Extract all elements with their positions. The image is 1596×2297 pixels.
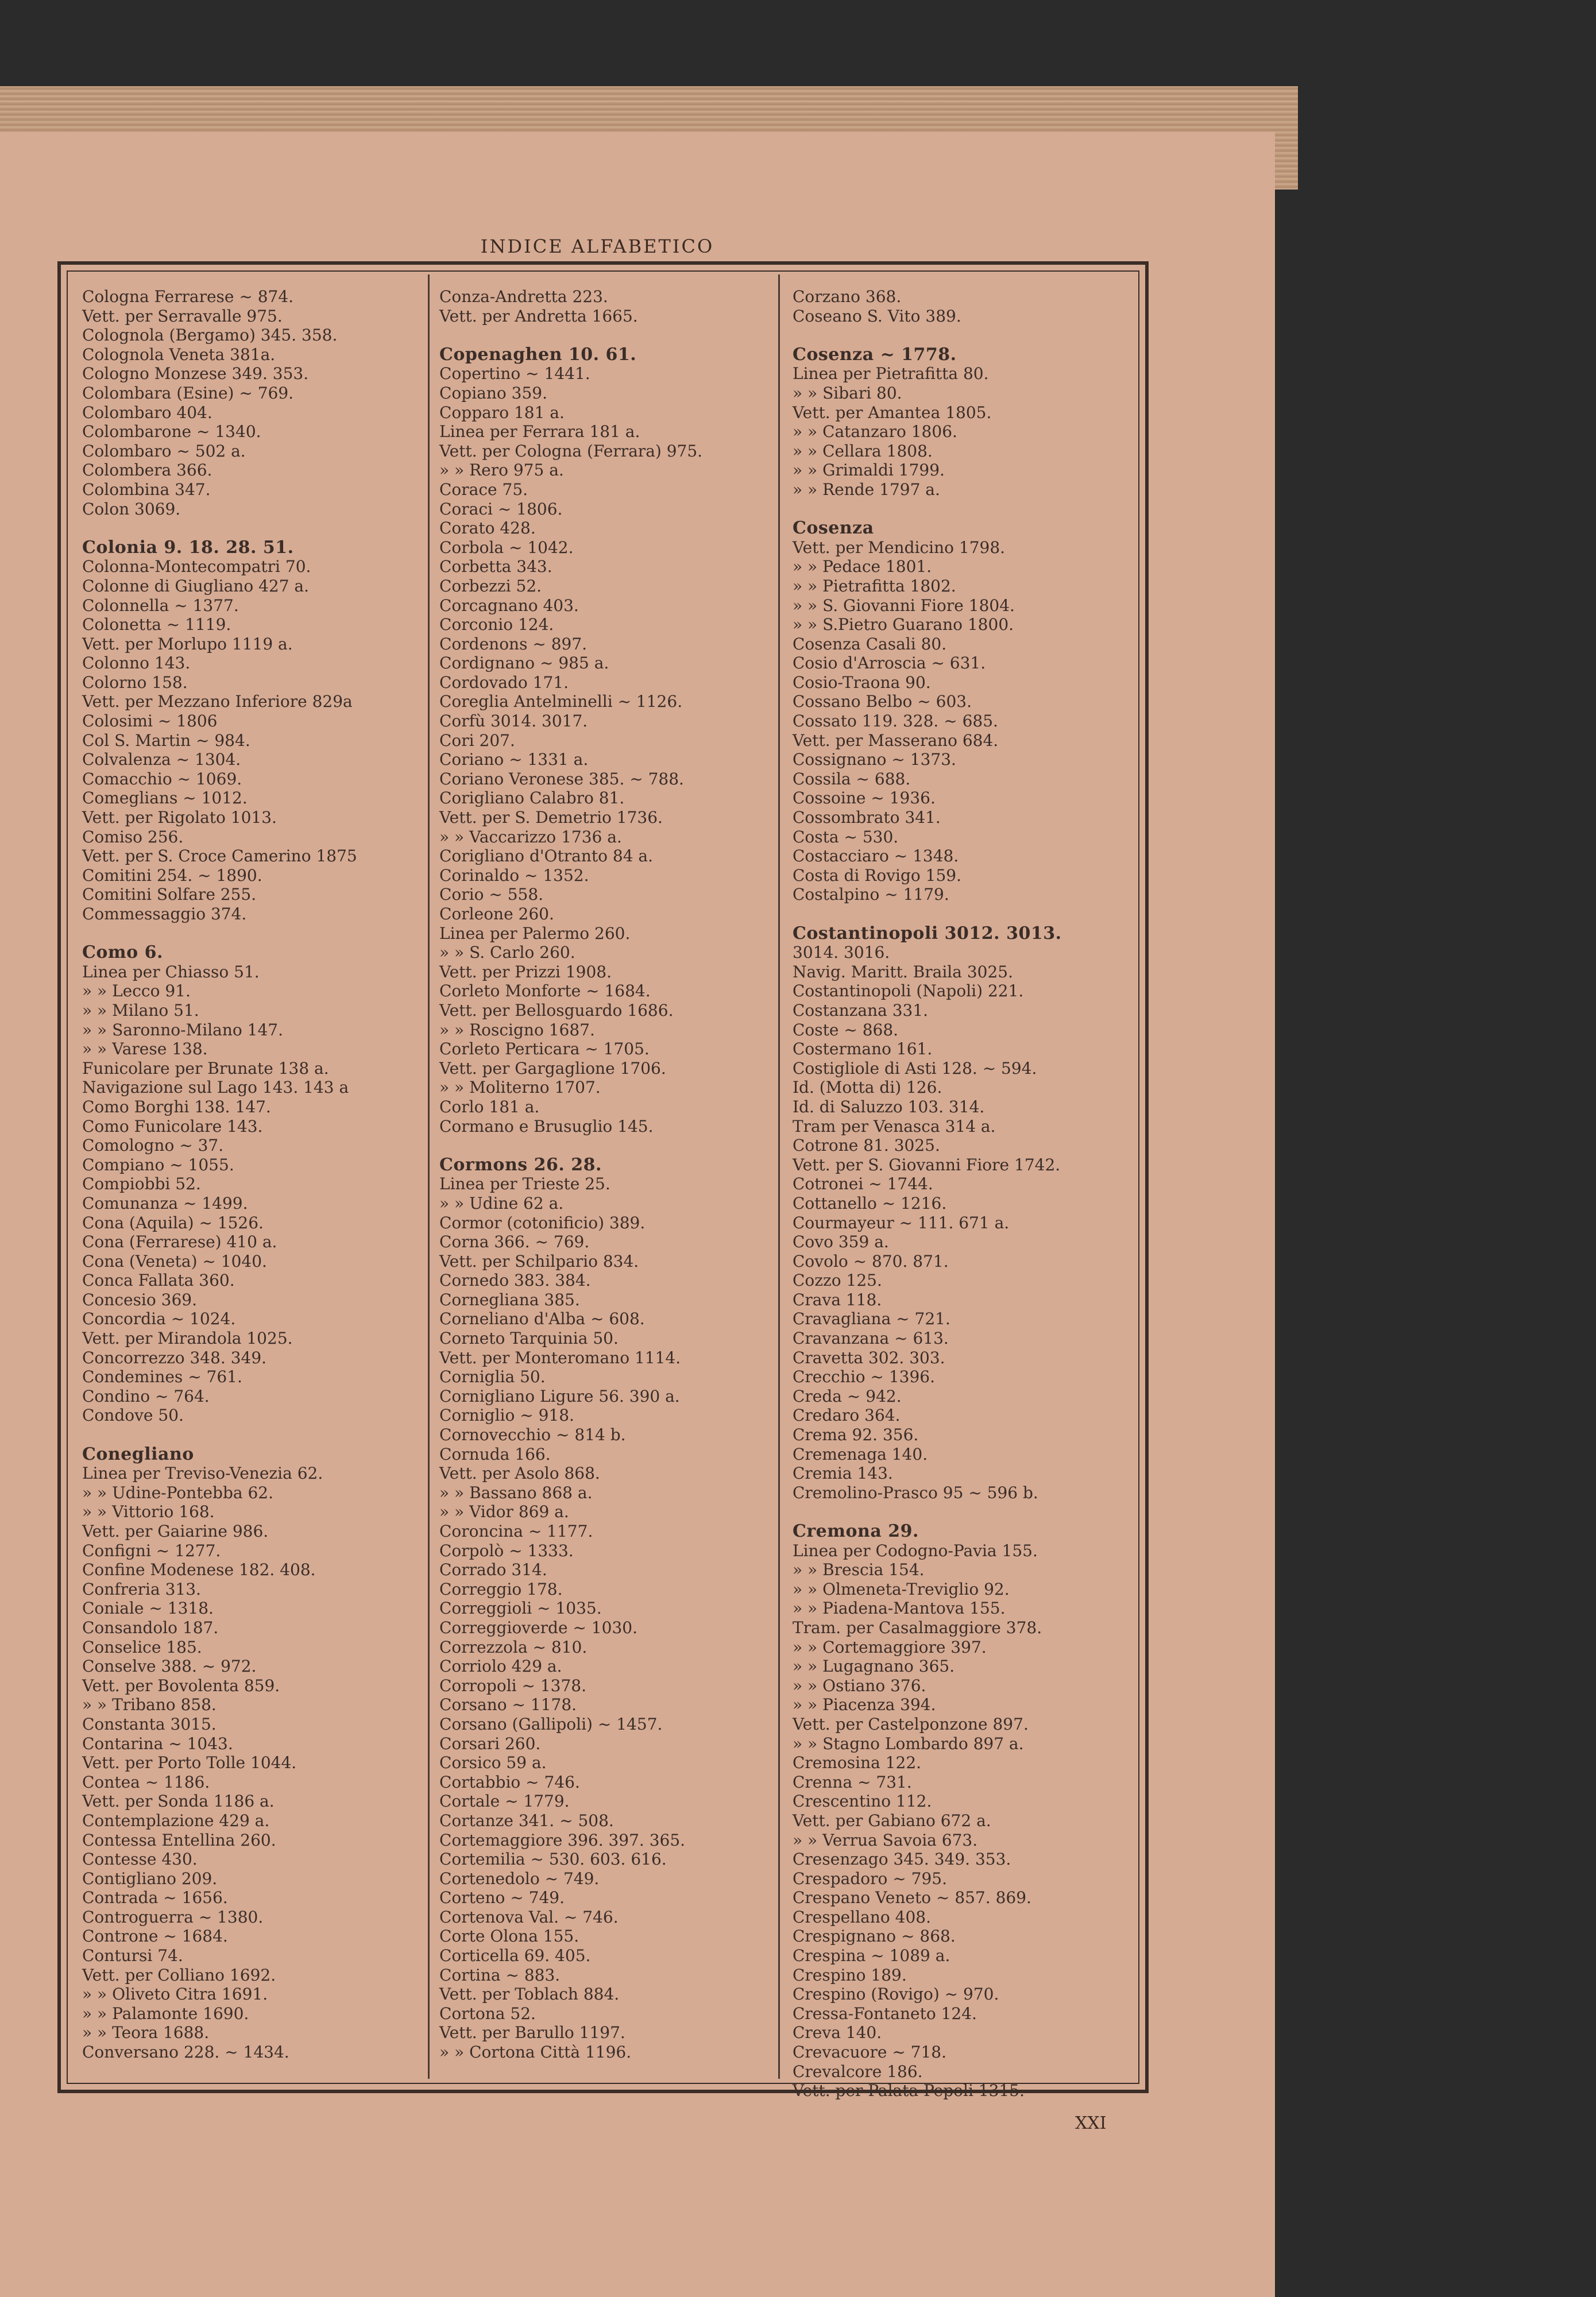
index-entry: » » Piacenza 394. [793, 1695, 936, 1715]
index-entry: Costalpino ~ 1179. [793, 885, 949, 904]
index-entry: Contea ~ 1186. [82, 1772, 210, 1792]
index-entry: Colosimi ~ 1806 [82, 711, 218, 731]
index-entry: Cravanzana ~ 613. [793, 1329, 949, 1348]
index-entry: Cordenons ~ 897. [439, 634, 588, 653]
index-entry: Vett. per Colliano 1692. [82, 1965, 276, 1985]
index-entry: Corigliano d'Otranto 84 a. [439, 846, 654, 866]
index-entry: Crenna ~ 731. [793, 1772, 912, 1792]
index-entry: » » Olmeneta-Treviglio 92. [793, 1579, 1010, 1599]
index-entry: Contemplazione 429 a. [82, 1811, 270, 1830]
index-entry: Correzzola ~ 810. [439, 1637, 588, 1657]
index-entry: Correggioverde ~ 1030. [439, 1618, 637, 1637]
index-entry: Cossoine ~ 1936. [793, 788, 936, 808]
index-entry: Vett. per Bovolenta 859. [82, 1676, 280, 1695]
index-entry: Vett. per Morlupo 1119 a. [82, 634, 293, 653]
index-entry: Coriano ~ 1331 a. [439, 750, 589, 769]
index-entry: Crescentino 112. [793, 1792, 932, 1811]
index-entry: Colonne di Giugliano 427 a. [82, 576, 310, 595]
index-entry: Cornegliana 385. [439, 1290, 580, 1309]
index-entry: Crava 118. [793, 1290, 882, 1309]
index-entry: Comitini 254. ~ 1890. [82, 865, 262, 885]
index-entry: Corfù 3014. 3017. [439, 711, 588, 731]
index-entry: Tram per Venasca 314 a. [793, 1116, 996, 1136]
index-entry: » » Stagno Lombardo 897 a. [793, 1734, 1024, 1753]
index-entry: Cravetta 302. 303. [793, 1348, 945, 1367]
index-entry: Conza-Andretta 223. [439, 287, 608, 306]
index-entry: Cossato 119. 328. ~ 685. [793, 711, 998, 731]
index-entry: Correggioli ~ 1035. [439, 1599, 602, 1618]
index-entry: Colombaro ~ 502 a. [82, 441, 246, 461]
index-heading: Cosenza ~ 1778. [793, 344, 957, 365]
index-column-3 [793, 287, 1129, 2101]
index-entry: » » Cortemaggiore 397. [793, 1637, 987, 1657]
index-entry: Contrada ~ 1656. [82, 1888, 228, 1908]
index-entry: Cosenza Casali 80. [793, 634, 947, 653]
index-heading: Cormons 26. 28. [439, 1154, 602, 1175]
index-heading: Colonia 9. 18. 28. 51. [82, 537, 294, 558]
index-entry: Costermano 161. [793, 1039, 933, 1059]
index-entry: Consandolo 187. [82, 1618, 219, 1637]
index-entry: Cossombrato 341. [793, 808, 941, 827]
index-entry: Vett. per Prizzi 1908. [439, 962, 612, 981]
index-entry: Cossila ~ 688. [793, 769, 911, 788]
index-entry: Colorno 158. [82, 672, 188, 692]
index-entry: Costigliole di Asti 128. ~ 594. [793, 1058, 1037, 1078]
index-entry: Courmayeur ~ 111. 671 a. [793, 1213, 1010, 1232]
index-entry: Corna 366. ~ 769. [439, 1232, 590, 1252]
index-entry: Cotrone 81. 3025. [793, 1136, 940, 1155]
index-entry: Tram. per Casalmaggiore 378. [793, 1618, 1042, 1637]
index-entry: Condove 50. [82, 1406, 184, 1425]
index-entry: Conselve 388. ~ 972. [82, 1657, 257, 1676]
index-entry: Colon 3069. [82, 499, 181, 519]
index-entry: Navigazione sul Lago 143. 143 a [82, 1078, 349, 1097]
index-entry: Cornuda 166. [439, 1444, 551, 1464]
index-entry: Cresenzago 345. 349. 353. [793, 1850, 1011, 1869]
index-entry: Corticella 69. 405. [439, 1946, 591, 1966]
index-entry: Vett. per Castelponzone 897. [793, 1714, 1029, 1734]
index-entry: Linea per Ferrara 181 a. [439, 422, 640, 442]
running-head: INDICE ALFABETICO [480, 235, 714, 257]
index-entry: Corpolò ~ 1333. [439, 1541, 574, 1560]
index-entry: Cosio-Traona 90. [793, 672, 931, 692]
index-entry: Corzano 368. [793, 287, 902, 306]
index-entry: Colognola (Bergamo) 345. 358. [82, 326, 338, 345]
index-entry: Cremosina 122. [793, 1753, 922, 1773]
index-entry: Concorrezzo 348. 349. [82, 1348, 267, 1367]
index-entry: Colvalenza ~ 1304. [82, 750, 241, 769]
index-entry: Como Funicolare 143. [82, 1116, 263, 1136]
index-entry: Linea per Pietrafitta 80. [793, 364, 989, 384]
index-entry: Vett. per Andretta 1665. [439, 306, 638, 326]
index-entry: Confine Modenese 182. 408. [82, 1560, 316, 1580]
index-entry: Cortemaggiore 396. 397. 365. [439, 1830, 686, 1850]
index-entry: Cossano Belbo ~ 603. [793, 692, 972, 711]
index-entry: Cordignano ~ 985 a. [439, 653, 609, 673]
index-entry: Navig. Maritt. Braila 3025. [793, 962, 1014, 981]
index-entry: Colonnella ~ 1377. [82, 595, 239, 615]
index-entry: Coriano Veronese 385. ~ 788. [439, 769, 684, 788]
index-entry: Vett. per Gabiano 672 a. [793, 1811, 991, 1830]
index-entry: Vett. per S. Demetrio 1736. [439, 808, 663, 827]
index-entry: Vett. per Gargaglione 1706. [439, 1058, 666, 1078]
index-entry: 3014. 3016. [793, 943, 890, 962]
index-entry: » » Pedace 1801. [793, 557, 932, 577]
index-entry: Crevacuore ~ 718. [793, 2043, 947, 2062]
index-entry: Vett. per Toblach 884. [439, 1985, 620, 2004]
index-entry: Controne ~ 1684. [82, 1927, 228, 1946]
index-entry: Vett. per Bellosguardo 1686. [439, 1000, 674, 1020]
index-entry: Corleto Monforte ~ 1684. [439, 981, 651, 1001]
index-entry: Vett. per Porto Tolle 1044. [82, 1753, 297, 1773]
index-entry: Corbetta 343. [439, 557, 552, 577]
index-entry: » » Brescia 154. [793, 1560, 925, 1580]
index-entry: Col S. Martin ~ 984. [82, 730, 250, 750]
index-entry: Controguerra ~ 1380. [82, 1907, 264, 1927]
index-entry: » » Moliterno 1707. [439, 1078, 601, 1097]
index-entry: » » Sibari 80. [793, 383, 902, 403]
entry-spacer [82, 519, 427, 538]
index-entry: Corneliano d'Alba ~ 608. [439, 1309, 645, 1329]
index-entry: Corinaldo ~ 1352. [439, 865, 589, 885]
index-entry: Corsano (Gallipoli) ~ 1457. [439, 1714, 663, 1734]
index-entry: Cotronei ~ 1744. [793, 1174, 933, 1194]
index-entry: Cortina ~ 883. [439, 1965, 561, 1985]
index-entry: Id. (Motta di) 126. [793, 1078, 942, 1097]
index-entry: Corato 428. [439, 519, 536, 538]
index-entry: Cori 207. [439, 730, 515, 750]
index-entry: Linea per Chiasso 51. [82, 962, 260, 981]
index-entry: Cozzo 125. [793, 1271, 882, 1290]
index-entry: Corriolo 429 a. [439, 1657, 562, 1676]
index-entry: » » Tribano 858. [82, 1695, 217, 1715]
index-entry: Coroncina ~ 1177. [439, 1522, 593, 1541]
index-entry: Costacciaro ~ 1348. [793, 846, 959, 866]
index-entry: Cornovecchio ~ 814 b. [439, 1425, 626, 1445]
index-entry: » » Lecco 91. [82, 981, 191, 1001]
index-entry: Covo 359 a. [793, 1232, 889, 1252]
index-entry: Colognola Veneta 381a. [82, 345, 276, 364]
index-entry: Colombaro 404. [82, 403, 212, 422]
entry-spacer [793, 904, 1129, 924]
index-entry: Id. di Saluzzo 103. 314. [793, 1097, 985, 1116]
index-entry: Comitini Solfare 255. [82, 885, 257, 904]
index-entry: Covolo ~ 870. 871. [793, 1251, 949, 1271]
index-entry: Cremenaga 140. [793, 1444, 928, 1464]
index-entry: Cortanze 341. ~ 508. [439, 1811, 614, 1830]
index-entry: Vett. per Monteromano 1114. [439, 1348, 681, 1367]
entry-spacer [793, 500, 1129, 519]
index-entry: Funicolare per Brunate 138 a. [82, 1058, 329, 1078]
index-entry: Contarina ~ 1043. [82, 1734, 233, 1753]
index-entry: Cremolino-Prasco 95 ~ 596 b. [793, 1483, 1038, 1502]
index-entry: Cormano e Brusuglio 145. [439, 1116, 654, 1136]
index-entry: » » Pietrafitta 1802. [793, 576, 956, 595]
index-entry: Crespellano 408. [793, 1907, 931, 1927]
index-entry: Cossignano ~ 1373. [793, 750, 956, 769]
index-entry: Corsari 260. [439, 1734, 541, 1753]
index-entry: Coste ~ 868. [793, 1020, 899, 1039]
index-heading: Copenaghen 10. 61. [439, 344, 637, 365]
index-entry: » » Cellara 1808. [793, 441, 933, 461]
index-entry: Concesio 369. [82, 1290, 197, 1309]
index-entry: Crespino 189. [793, 1965, 907, 1985]
index-entry: Cortenedolo ~ 749. [439, 1869, 600, 1888]
index-entry: Compiobbi 52. [82, 1174, 201, 1194]
index-entry: » » Udine 62 a. [439, 1193, 564, 1213]
index-heading: Como 6. [82, 942, 163, 963]
index-entry: Commessaggio 374. [82, 904, 247, 923]
index-entry: Corsico 59 a. [439, 1753, 547, 1773]
index-entry: Conselice 185. [82, 1637, 202, 1657]
index-entry: Crespignano ~ 868. [793, 1927, 956, 1946]
index-entry: Colombera 366. [82, 461, 212, 480]
index-entry: Vett. per Rigolato 1013. [82, 808, 277, 827]
index-entry: Costantinopoli (Napoli) 221. [793, 981, 1024, 1001]
index-column-2 [439, 287, 784, 2062]
index-entry: Vett. per Mendicino 1798. [793, 537, 1006, 557]
index-entry: Comunanza ~ 1499. [82, 1193, 248, 1213]
index-entry: Corcagnano 403. [439, 595, 579, 615]
index-entry: Contesse 430. [82, 1850, 198, 1869]
index-entry: Cona (Veneta) ~ 1040. [82, 1251, 267, 1271]
index-entry: » » Roscigno 1687. [439, 1020, 595, 1039]
index-entry: Cravagliana ~ 721. [793, 1309, 950, 1329]
index-entry: Cologna Ferrarese ~ 874. [82, 287, 294, 306]
index-entry: » » Varese 138. [82, 1039, 208, 1059]
index-entry: Credaro 364. [793, 1406, 901, 1425]
index-entry: Conca Fallata 360. [82, 1271, 235, 1290]
index-entry: Corniglia 50. [439, 1367, 546, 1387]
index-entry: » » Oliveto Citra 1691. [82, 1985, 268, 2004]
index-entry: Vett. per Palata Pepoli 1315. [793, 2081, 1025, 2101]
entry-spacer [82, 924, 427, 943]
index-entry: » » S. Carlo 260. [439, 943, 575, 962]
index-entry: Condino ~ 764. [82, 1386, 210, 1406]
entry-spacer [793, 326, 1129, 345]
index-entry: Costanzana 331. [793, 1000, 929, 1020]
index-entry: » » Vittorio 168. [82, 1502, 215, 1522]
index-entry: Costa ~ 530. [793, 827, 899, 846]
index-entry: Copertino ~ 1441. [439, 364, 590, 384]
index-entry: Cornigliano Ligure 56. 390 a. [439, 1386, 680, 1406]
page-number: XXI [1075, 2113, 1107, 2133]
index-entry: Vett. per Sonda 1186 a. [82, 1792, 275, 1811]
index-entry: Cormor (cotonificio) 389. [439, 1213, 646, 1232]
column-rule [428, 274, 430, 2079]
index-entry: Corlo 181 a. [439, 1097, 540, 1116]
index-entry: Vett. per Asolo 868. [439, 1464, 600, 1483]
index-entry: Conversano 228. ~ 1434. [82, 2043, 289, 2062]
index-entry: » » Catanzaro 1806. [793, 422, 957, 442]
index-entry: Corio ~ 558. [439, 885, 544, 904]
index-entry: Contigliano 209. [82, 1869, 218, 1888]
entry-spacer [82, 1425, 427, 1445]
index-entry: » » S.Pietro Guarano 1800. [793, 615, 1014, 635]
entry-spacer [439, 1136, 784, 1155]
index-entry: Coreglia Antelminelli ~ 1126. [439, 692, 683, 711]
index-entry: Corleto Perticara ~ 1705. [439, 1039, 650, 1059]
index-entry: » » Rende 1797 a. [793, 479, 940, 499]
index-entry: Vett. per Serravalle 975. [82, 306, 283, 326]
index-entry: » » Bassano 868 a. [439, 1483, 593, 1502]
index-entry: Vett. per Mezzano Inferiore 829a [82, 692, 353, 711]
index-entry: Comacchio ~ 1069. [82, 769, 242, 788]
index-entry: Vett. per Cologna (Ferrara) 975. [439, 441, 703, 461]
index-entry: » » Teora 1688. [82, 2023, 210, 2043]
index-entry: Linea per Treviso-Venezia 62. [82, 1464, 323, 1483]
index-heading: Cremona 29. [793, 1521, 919, 1541]
index-entry: Vett. per Masserano 684. [793, 730, 999, 750]
index-entry: Corleone 260. [439, 904, 554, 923]
index-entry: Crema 92. 356. [793, 1425, 919, 1445]
index-entry: » » Grimaldi 1799. [793, 461, 945, 480]
index-entry: Vett. per S. Giovanni Fiore 1742. [793, 1155, 1061, 1174]
index-entry: Cortemilia ~ 530. 603. 616. [439, 1850, 667, 1869]
index-entry: Cortona 52. [439, 2004, 536, 2023]
index-entry: Cona (Aquila) ~ 1526. [82, 1213, 264, 1232]
index-entry: Condemines ~ 761. [82, 1367, 242, 1387]
index-entry: » » Lugagnano 365. [793, 1657, 955, 1676]
index-entry: » » Vaccarizzo 1736 a. [439, 827, 622, 846]
index-entry: Colombara (Esine) ~ 769. [82, 383, 294, 403]
index-entry: Linea per Palermo 260. [439, 923, 631, 943]
index-entry: » » Saronno-Milano 147. [82, 1020, 283, 1039]
index-entry: » » Cortona Città 1196. [439, 2043, 632, 2062]
index-entry: Corrado 314. [439, 1560, 547, 1580]
index-entry: Como Borghi 138. 147. [82, 1097, 271, 1116]
index-entry: Cornedo 383. 384. [439, 1271, 591, 1290]
index-entry: Crespano Veneto ~ 857. 869. [793, 1888, 1031, 1908]
index-entry: Coraci ~ 1806. [439, 499, 563, 519]
index-entry: » » Milano 51. [82, 1000, 199, 1020]
index-entry: Comiso 256. [82, 827, 184, 846]
index-entry: Crecchio ~ 1396. [793, 1367, 936, 1387]
index-entry: Corbola ~ 1042. [439, 537, 574, 557]
index-entry: Colombina 347. [82, 479, 211, 499]
index-entry: Colombarone ~ 1340. [82, 422, 261, 442]
index-entry: Constanta 3015. [82, 1714, 217, 1734]
index-entry: Colonno 143. [82, 653, 191, 673]
index-entry: Corconio 124. [439, 615, 554, 635]
index-entry: Contursi 74. [82, 1946, 183, 1966]
index-entry: Creda ~ 942. [793, 1386, 902, 1406]
index-entry: » » Verrua Savoia 673. [793, 1830, 978, 1850]
index-entry: Cortenova Val. ~ 746. [439, 1907, 619, 1927]
index-entry: Compiano ~ 1055. [82, 1155, 234, 1174]
index-heading: Costantinopoli 3012. 3013. [793, 923, 1062, 943]
index-entry: Cordovado 171. [439, 672, 569, 692]
index-entry: Coniale ~ 1318. [82, 1599, 214, 1618]
index-entry: Confreria 313. [82, 1579, 201, 1599]
index-entry: Corropoli ~ 1378. [439, 1676, 587, 1695]
index-entry: Cosio d'Arroscia ~ 631. [793, 653, 986, 673]
index-entry: Corteno ~ 749. [439, 1888, 565, 1908]
index-entry: Corace 75. [439, 479, 528, 499]
index-entry: Crespina ~ 1089 a. [793, 1946, 950, 1966]
index-entry: Contessa Entellina 260. [82, 1830, 276, 1850]
index-entry: Vett. per Mirandola 1025. [82, 1329, 293, 1348]
index-entry: Costa di Rovigo 159. [793, 865, 962, 885]
index-entry: Cortabbio ~ 746. [439, 1772, 580, 1792]
index-entry: Vett. per Barullo 1197. [439, 2023, 625, 2043]
index-entry: Cona (Ferrarese) 410 a. [82, 1232, 277, 1252]
index-entry: Correggio 178. [439, 1579, 563, 1599]
index-entry: » » Udine-Pontebba 62. [82, 1483, 273, 1502]
index-entry: Corte Olona 155. [439, 1927, 579, 1946]
index-entry: Linea per Codogno-Pavia 155. [793, 1541, 1038, 1560]
index-entry: Linea per Trieste 25. [439, 1174, 610, 1194]
index-entry: Cremia 143. [793, 1464, 893, 1483]
index-entry: Corbezzi 52. [439, 576, 542, 595]
index-entry: » » Piadena-Mantova 155. [793, 1599, 1006, 1618]
index-entry: Vett. per Amantea 1805. [793, 403, 992, 422]
index-entry: Cressa-Fontaneto 124. [793, 2004, 977, 2023]
index-entry: Vett. per Gaiarine 986. [82, 1522, 269, 1541]
entry-spacer [793, 1502, 1129, 1522]
entry-spacer [439, 326, 784, 345]
index-entry: Corneto Tarquinia 50. [439, 1329, 619, 1348]
index-entry: Corniglio ~ 918. [439, 1406, 574, 1425]
index-entry: Concordia ~ 1024. [82, 1309, 236, 1329]
index-entry: Colonetta ~ 1119. [82, 615, 231, 635]
index-entry: Copparo 181 a. [439, 403, 565, 422]
index-entry: » » Vidor 869 a. [439, 1502, 569, 1522]
index-entry: Creva 140. [793, 2023, 882, 2043]
index-entry: » » Ostiano 376. [793, 1676, 926, 1695]
index-entry: Comeglians ~ 1012. [82, 788, 248, 808]
index-heading: Conegliano [82, 1444, 194, 1464]
index-entry: Crespino (Rovigo) ~ 970. [793, 1985, 999, 2004]
index-entry: Colonna-Montecompatri 70. [82, 557, 311, 577]
index-entry: Crevalcore 186. [793, 2062, 923, 2081]
index-entry: Corsano ~ 1178. [439, 1695, 577, 1715]
index-entry: » » Rero 975 a. [439, 461, 564, 480]
index-entry: Vett. per Schilpario 834. [439, 1251, 639, 1271]
index-entry: Coseano S. Vito 389. [793, 306, 961, 326]
index-entry: Crespadoro ~ 795. [793, 1869, 947, 1888]
index-entry: » » Palamonte 1690. [82, 2004, 249, 2023]
index-entry: Configni ~ 1277. [82, 1541, 221, 1560]
index-entry: Cottanello ~ 1216. [793, 1193, 947, 1213]
index-entry: Vett. per S. Croce Camerino 1875 [82, 846, 357, 866]
index-column-1 [82, 287, 427, 2062]
index-entry: » » S. Giovanni Fiore 1804. [793, 595, 1015, 615]
index-entry: Corigliano Calabro 81. [439, 788, 625, 808]
index-entry: Cologno Monzese 349. 353. [82, 364, 309, 384]
index-entry: Cortale ~ 1779. [439, 1792, 570, 1811]
index-heading: Cosenza [793, 518, 874, 539]
index-entry: Comologno ~ 37. [82, 1136, 224, 1155]
index-entry: Copiano 359. [439, 383, 547, 403]
